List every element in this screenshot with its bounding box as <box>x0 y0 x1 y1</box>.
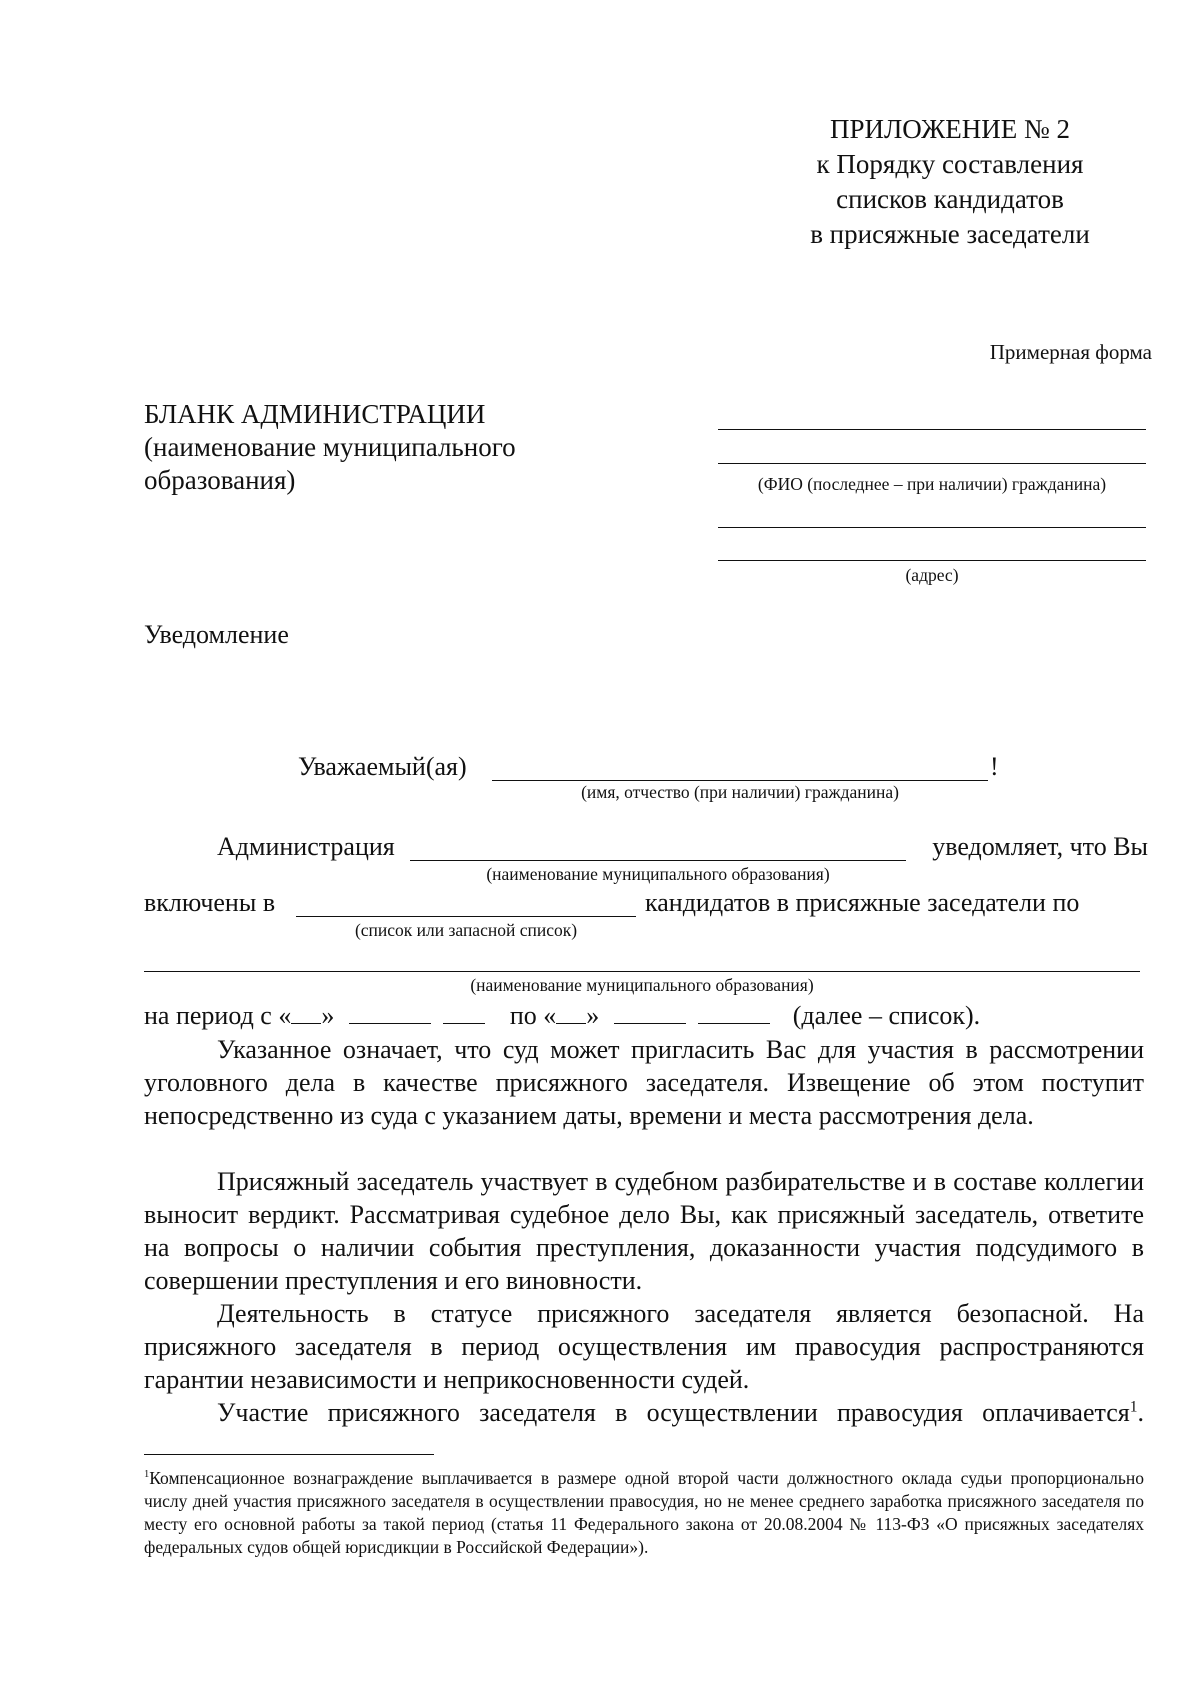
letterhead-title: БЛАНК АДМИНИСТРАЦИИ <box>144 399 486 429</box>
paragraph-safety: Деятельность в статусе присяжного заседателя является безопасной. На присяжного заседателя в период осуществления им правосудия распространяются гарантии независимости и неприкосновенности судей. <box>144 1299 1144 1394</box>
footnote-reference[interactable]: 1 <box>1129 1398 1138 1416</box>
list-type-line[interactable] <box>296 916 636 917</box>
period-to-label: по « <box>509 1001 557 1030</box>
period-to-quote: » <box>586 1001 600 1030</box>
appendix-title: ПРИЛОЖЕНИЕ № 2 <box>829 114 1071 144</box>
paragraph-payment <box>144 1396 1144 1429</box>
period-to-month-field[interactable] <box>614 1001 686 1024</box>
included-rest: кандидатов в присяжные заседатели по <box>645 888 1080 917</box>
recipient-address-line-1[interactable] <box>718 527 1146 528</box>
period-to-year-field[interactable] <box>698 1001 770 1024</box>
administration-name-line[interactable] <box>410 860 906 861</box>
recipient-name-line-1[interactable] <box>718 429 1146 430</box>
paragraph-payment-text: Участие присяжного заседателя в осуществлении правосудия оплачивается <box>217 1398 1130 1427</box>
municipality-caption: (наименование муниципального образования) <box>470 975 814 995</box>
period-from-day-field[interactable] <box>291 1001 321 1024</box>
recipient-address-caption: (адрес) <box>905 565 959 585</box>
paragraph-juror-role: Присяжный заседатель участвует в судебном разбирательстве и в составе коллегии выносит вердикт. Рассматривая судебное дело Вы, как присяжный заседатель, ответите на вопросы о наличии события преступления, доказанности участия подсудимого в совершении преступления и его виновности. <box>144 1167 1144 1295</box>
letterhead <box>144 398 516 497</box>
recipient-address-line-2[interactable] <box>718 560 1146 561</box>
recipient-name-line-2[interactable] <box>718 463 1146 464</box>
footnote <box>144 1467 1144 1559</box>
salutation-name-line[interactable] <box>492 780 988 781</box>
included-label: включены в <box>144 888 276 917</box>
salutation-text: Уважаемый(ая) <box>298 752 467 781</box>
administration-notifies: уведомляет, что Вы <box>932 832 1148 861</box>
municipality-name-line[interactable] <box>144 971 1140 972</box>
recipient-fio-caption: (ФИО (последнее – при наличии) гражданина) <box>757 474 1107 494</box>
appendix-line-3: списков кандидатов <box>836 184 1064 214</box>
salutation-caption: (имя, отчество (при наличии) гражданина) <box>581 782 899 802</box>
salutation-exclamation: ! <box>990 752 999 781</box>
period-to-day-field[interactable] <box>556 1001 586 1024</box>
footnote-mark: 1 <box>144 1469 150 1481</box>
period-from-label: на период с « <box>144 1001 292 1030</box>
paragraph-invitation: Указанное означает, что суд может пригласить Вас для участия в рассмотрении уголовного дела в качестве присяжного заседателя. Извещение об этом поступит непосредственно из суда с указанием даты, времени и места рассмотрения дела. <box>144 1035 1144 1130</box>
period-from-quote: » <box>321 1001 335 1030</box>
letterhead-line-2: (наименование муниципального <box>144 432 516 462</box>
period-line <box>144 1001 980 1031</box>
paragraph-payment-end: . <box>1137 1398 1144 1427</box>
footnote-divider <box>144 1454 434 1455</box>
period-note: (далее – список). <box>792 1001 981 1030</box>
period-from-year-field[interactable] <box>443 1001 485 1024</box>
sample-form-label: Примерная форма <box>989 340 1152 364</box>
list-type-caption: (список или запасной список) <box>354 920 578 940</box>
appendix-line-2: к Порядку составления <box>816 149 1084 179</box>
footnote-text: Компенсационное вознаграждение выплачивается в размере одной второй части должностного оклада судьи пропорционально числу дней участия присяжного заседателя в осуществлении правосудия, но не менее среднего заработка присяжного заседателя по месту его основной работы за такой период (статья 11 Федерального закона от 20.08.2004 № 113-ФЗ «О присяжных заседателях федеральных судов общей юрисдикции в Российской Федерации»). <box>144 1468 1144 1557</box>
appendix-line-4: в присяжные заседатели <box>810 219 1090 249</box>
letterhead-line-3: образования) <box>144 465 296 495</box>
administration-label: Администрация <box>217 832 395 861</box>
appendix-header <box>700 112 1200 252</box>
administration-caption: (наименование муниципального образования) <box>486 864 830 884</box>
period-from-month-field[interactable] <box>349 1001 431 1024</box>
notice-title: Уведомление <box>144 620 289 649</box>
